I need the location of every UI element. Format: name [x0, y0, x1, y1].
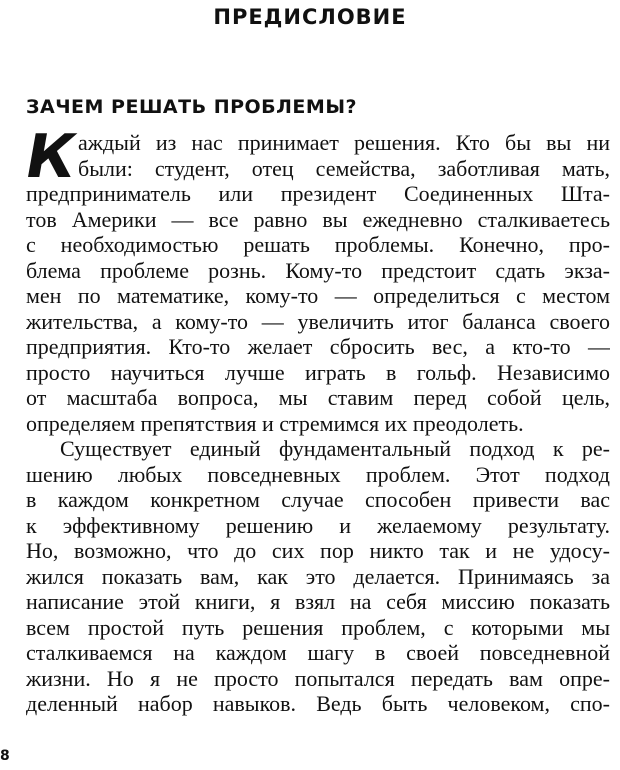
- text-line: предприниматель или президент Соединенных Шта-: [26, 181, 610, 206]
- text-line: жился показать вам, как это делается. Принимаясь за: [26, 563, 610, 589]
- text-line: блема проблеме рознь. Кому-то предстоит сдать экза-: [26, 257, 610, 283]
- text-line: сталкиваемся на каждом шагу в своей повседневной: [26, 640, 610, 665]
- text-line: предприятия. Кто-то желает сбросить вес, а кто-то —: [26, 334, 610, 359]
- text-line: шению любых повседневных проблем. Этот подход: [26, 461, 610, 487]
- text-line: написание этой книги, я взял на себя миссию показать: [26, 589, 610, 614]
- running-head: ПРЕДИСЛОВИЕ: [213, 5, 407, 29]
- text-line: определяем препятствия и стремимся их преодолеть.: [26, 410, 524, 436]
- section-title: ЗАЧЕМ РЕШАТЬ ПРОБЛЕМЫ?: [26, 96, 358, 118]
- text-line: просто научиться лучше играть в гольф. Независимо: [26, 359, 610, 385]
- text-line: мен по математике, кому-то — определиться с местом: [26, 283, 610, 308]
- text-line: с необходимостью решать проблемы. Конечно, про-: [26, 232, 610, 257]
- body-text: [19, 122, 610, 717]
- text-line: тов Америки — все равно вы ежедневно сталкиваетесь: [26, 206, 610, 232]
- text-line: жизни. Но я не просто попытался передать вам опре-: [26, 665, 610, 691]
- text-line: Но, возможно, что до сих пор никто так и не удосу-: [26, 538, 610, 563]
- text-line: в каждом конкретном случае способен привести вас: [26, 487, 610, 512]
- text-line: к эффективному решению и желаемому результату.: [26, 512, 610, 538]
- text-line: жительства, а кому-то — увеличить итог баланса своего: [26, 308, 610, 334]
- text-line: были: студент, отец семейства, заботливая мать,: [78, 155, 610, 181]
- text-line: всем простой путь решения проблем, с которыми мы: [26, 614, 610, 640]
- drop-cap: К: [19, 122, 82, 192]
- text-line: от масштаба вопроса, мы ставим перед собой цель,: [26, 385, 610, 410]
- text-line: деленный набор навыков. Ведь быть человеком, спо-: [26, 691, 610, 716]
- text-line: аждый из нас принимает решения. Кто бы вы ни: [78, 130, 610, 155]
- text-line: Существует единый фундаментальный подход к ре-: [60, 436, 610, 461]
- page-number: 8: [0, 748, 10, 764]
